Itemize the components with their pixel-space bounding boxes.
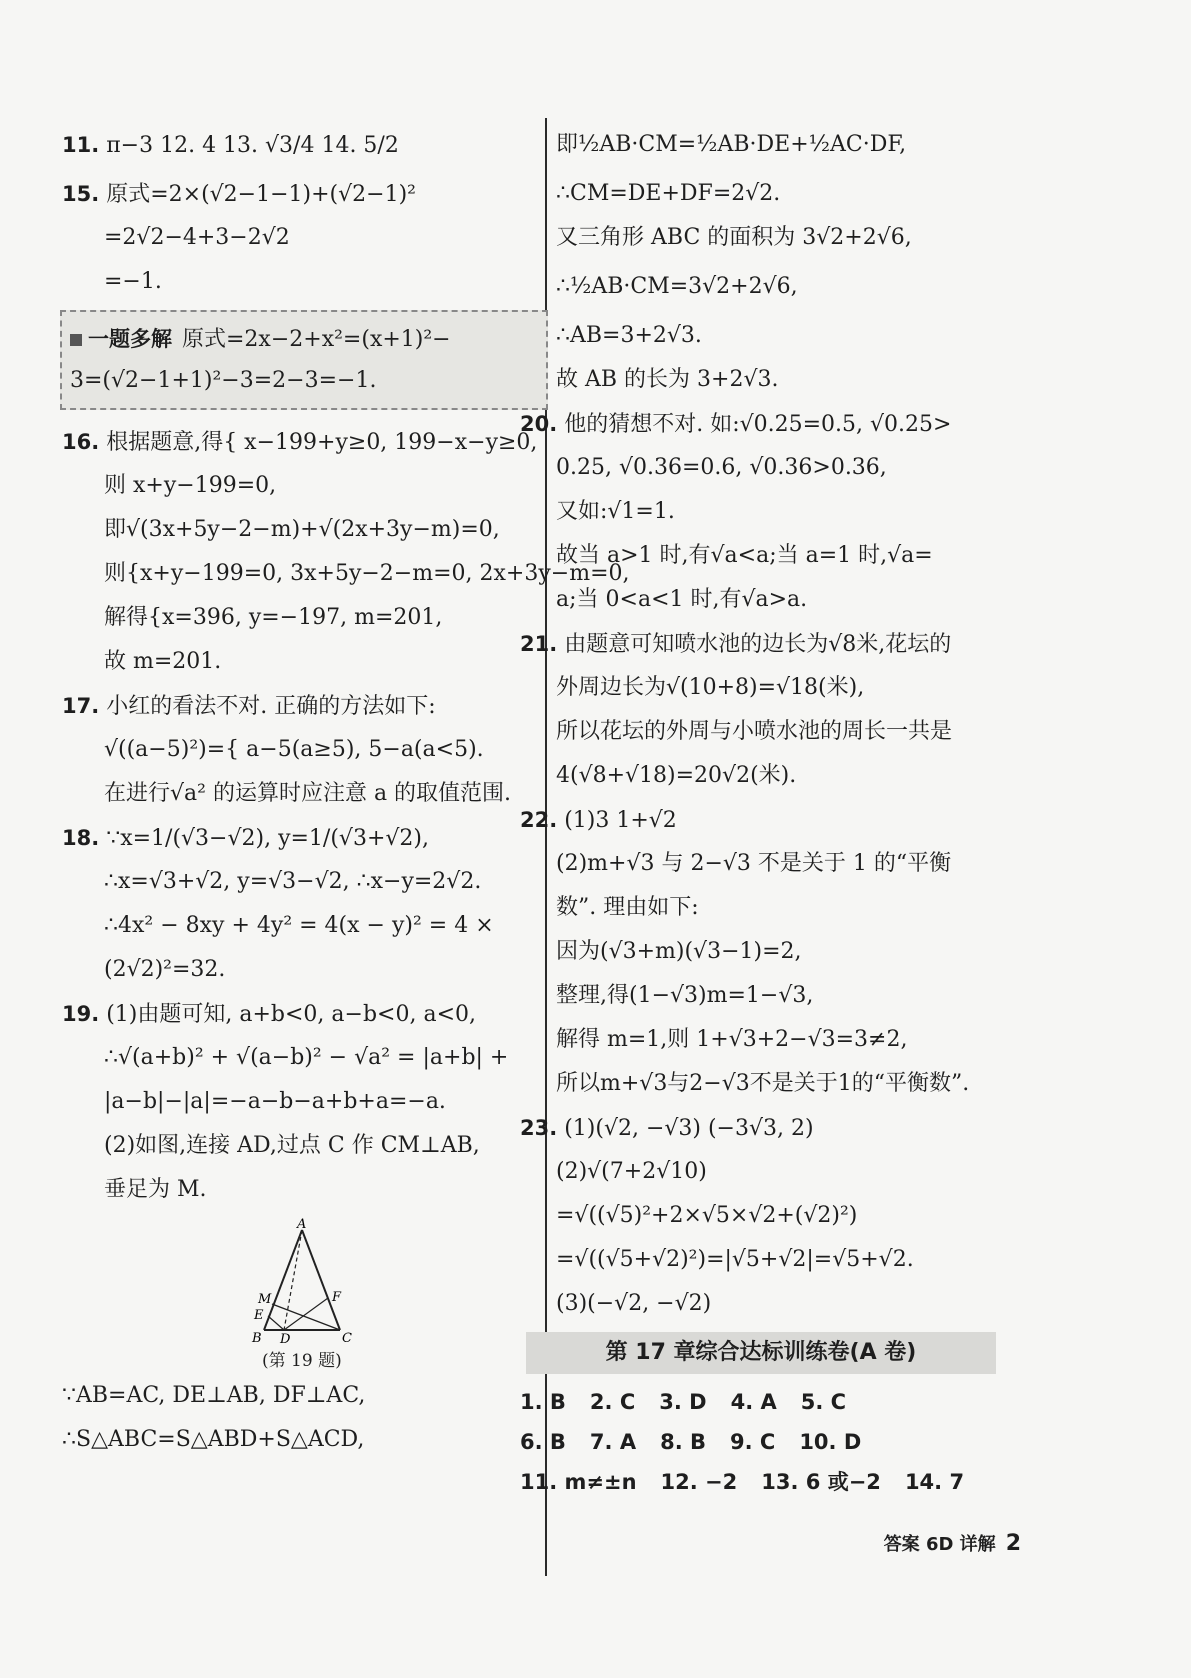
- answer-line: [62, 464, 540, 508]
- answer-line: [62, 772, 540, 816]
- answer-text: 外周边长为√(10+8)=√18(米),: [556, 675, 865, 700]
- answer-text: 则{x+y−199=0, 3x+5y−2−m=0, 2x+3y−m=0,: [104, 561, 630, 586]
- answer-line: [520, 798, 1031, 842]
- answer-item: 8. B: [660, 1430, 706, 1454]
- answer-text: a;当 0<a<1 时,有√a>a.: [556, 587, 808, 612]
- answer-item: 5. C: [800, 1390, 847, 1414]
- footer-label: 答案 6D 详解: [883, 1534, 996, 1555]
- answer-line: [556, 172, 1031, 216]
- tip-text: 3=(√2−1+1)²−3=2−3=−1.: [70, 368, 377, 393]
- answer-text: π−3 12. 4 13. √3/4 14. 5/2: [106, 133, 399, 158]
- side-ab: [264, 1230, 302, 1330]
- answer-text: 又如:√1=1.: [556, 499, 675, 524]
- answer-text: 他的猜想不对. 如:√0.25=0.5, √0.25>: [564, 412, 952, 437]
- answer-text: (1)由题可知, a+b<0, a−b<0, a<0,: [106, 1002, 476, 1027]
- answer-line: [62, 1080, 540, 1124]
- item-number: 22.: [520, 808, 558, 832]
- segment-de: [268, 1316, 284, 1330]
- page-number: 2: [1005, 1531, 1021, 1556]
- answer-text: ∵AB=AC, DE⊥AB, DF⊥AC,: [62, 1383, 366, 1408]
- answer-item: 11. m≠±n: [520, 1470, 637, 1494]
- answer-line: [556, 1150, 1031, 1194]
- label-f: F: [332, 1290, 342, 1305]
- section-banner: 第 17 章综合达标训练卷(A 卷): [526, 1332, 996, 1374]
- answer-text: 所以花坛的外周与小喷水池的周长一共是: [556, 719, 953, 744]
- answer-line: [556, 1194, 1031, 1238]
- answer-line: [556, 1282, 1031, 1326]
- square-bullet-icon: [70, 334, 82, 346]
- answer-line: [520, 622, 1031, 666]
- answer-row: [520, 1462, 1031, 1502]
- segment-cm: [272, 1304, 340, 1330]
- item-number: 18.: [62, 826, 100, 850]
- answer-item: 3. D: [659, 1390, 707, 1414]
- tip-text: 原式=2x−2+x²=(x+1)²−: [182, 327, 451, 352]
- answer-text: 0.25, √0.36=0.6, √0.36>0.36,: [556, 455, 887, 480]
- answer-line: [556, 1062, 1031, 1106]
- answer-text: 又三角形 ABC 的面积为 3√2+2√6,: [556, 225, 912, 250]
- label-b: B: [252, 1331, 262, 1346]
- answer-line: [556, 216, 1031, 260]
- segment-df: [284, 1298, 328, 1330]
- page-footer: [884, 1530, 1021, 1556]
- answer-line: [556, 578, 1031, 622]
- answer-line: [62, 1168, 540, 1212]
- answer-line: [62, 260, 540, 304]
- answer-text: 在进行√a² 的运算时应注意 a 的取值范围.: [104, 781, 512, 806]
- answer-line: [556, 446, 1031, 490]
- answer-line: [62, 684, 540, 728]
- side-ac: [302, 1230, 340, 1330]
- answer-item: 9. C: [730, 1430, 776, 1454]
- answer-text: (3)(−√2, −√2): [556, 1291, 712, 1316]
- answer-text: 根据题意,得{ x−199+y≥0, 199−x−y≥0,: [106, 430, 538, 455]
- answer-line: [62, 1418, 540, 1462]
- answer-text: ∴x=√3+√2, y=√3−√2, ∴x−y=2√2.: [104, 869, 482, 894]
- answer-item: 10. D: [799, 1430, 862, 1454]
- answer-line: [556, 314, 1031, 358]
- answer-line: [62, 552, 630, 596]
- answer-text: |a−b|−|a|=−a−b−a+b+a=−a.: [104, 1089, 446, 1114]
- answer-line: [62, 118, 540, 172]
- answer-line: [556, 260, 1031, 314]
- answer-line: [62, 1374, 540, 1418]
- answer-line: [556, 490, 1031, 534]
- answer-text: 解得{x=396, y=−197, m=201,: [104, 605, 443, 630]
- answer-text: ∴4x² − 8xy + 4y² = 4(x − y)² = 4 ×: [104, 913, 494, 938]
- answer-text: =2√2−4+3−2√2: [104, 225, 290, 250]
- figure-caption: (第 19 题): [262, 1351, 342, 1371]
- answer-text: 故当 a>1 时,有√a<a;当 a=1 时,√a=: [556, 543, 933, 568]
- answer-line: [556, 666, 1031, 710]
- tip-label: 一题多解: [88, 327, 172, 351]
- answer-text: 整理,得(1−√3)m=1−√3,: [556, 983, 814, 1008]
- answer-text: =√((√5)²+2×√5×√2+(√2)²): [556, 1203, 858, 1228]
- item-number: 11.: [62, 133, 100, 157]
- answer-text: 故 m=201.: [104, 649, 222, 674]
- alternate-solution-box: [60, 310, 548, 410]
- answer-item: 2. C: [589, 1390, 636, 1414]
- answer-text: ∴½AB·CM=3√2+2√6,: [556, 274, 798, 299]
- item-number: 16.: [62, 430, 100, 454]
- answer-line: [62, 728, 540, 772]
- answer-line: [556, 930, 1031, 974]
- answer-text: 所以m+√3与2−√3不是关于1的“平衡数”.: [556, 1071, 970, 1096]
- tip-line: [70, 318, 540, 360]
- label-a: A: [297, 1218, 307, 1232]
- answer-text: (1)(√2, −√3) (−3√3, 2): [564, 1116, 814, 1141]
- item-number: 20.: [520, 412, 558, 436]
- answer-text: (2)如图,连接 AD,过点 C 作 CM⊥AB,: [104, 1133, 480, 1158]
- answer-line: [62, 860, 540, 904]
- answer-row: [520, 1382, 1031, 1422]
- answer-line: [62, 596, 540, 640]
- answer-line: [62, 508, 540, 552]
- item-number: 23.: [520, 1116, 558, 1140]
- item-number: 15.: [62, 182, 100, 206]
- answer-text: 因为(√3+m)(√3−1)=2,: [556, 939, 802, 964]
- answer-text: 垂足为 M.: [104, 1177, 207, 1202]
- answer-line: [556, 754, 1031, 798]
- answer-line: [62, 420, 540, 464]
- answer-line: [556, 534, 1031, 578]
- answer-line: [520, 1106, 1031, 1150]
- triangle-figure: [62, 1218, 540, 1370]
- answer-text: =−1.: [104, 269, 162, 294]
- answer-line: [62, 1124, 540, 1168]
- answer-text: ∴S△ABC=S△ABD+S△ACD,: [62, 1427, 365, 1452]
- answer-text: (2)m+√3 与 2−√3 不是关于 1 的“平衡: [556, 851, 952, 876]
- answer-text: ∴CM=DE+DF=2√2.: [556, 181, 781, 206]
- answer-row: [520, 1422, 1031, 1462]
- answer-item: 12. −2: [660, 1470, 738, 1494]
- answer-text: 则 x+y−199=0,: [104, 473, 277, 498]
- answer-line: [556, 118, 1031, 172]
- answer-text: ∵x=1/(√3−√2), y=1/(√3+√2),: [106, 826, 429, 851]
- answer-text: 数”. 理由如下:: [556, 895, 699, 920]
- label-c: C: [342, 1331, 352, 1346]
- right-column: [520, 118, 1031, 1502]
- answer-text: 解得 m=1,则 1+√3+2−√3=3≠2,: [556, 1027, 908, 1052]
- answer-text: 即√(3x+5y−2−m)+√(2x+3y−m)=0,: [104, 517, 500, 542]
- answer-line: [556, 886, 1031, 930]
- answer-line: [556, 842, 1031, 886]
- answer-line: [556, 358, 1031, 402]
- answer-text: ∴√(a+b)² + √(a−b)² − √a² = |a+b| +: [104, 1045, 509, 1070]
- answer-text: √((a−5)²)={ a−5(a≥5), 5−a(a<5).: [104, 737, 484, 762]
- answer-line: [62, 948, 540, 992]
- answer-line: [62, 1036, 540, 1080]
- item-number: 17.: [62, 694, 100, 718]
- answer-item: 6. B: [520, 1430, 566, 1454]
- answer-line: [520, 402, 1031, 446]
- answer-line: [556, 1018, 1031, 1062]
- answer-text: ∴AB=3+2√3.: [556, 323, 702, 348]
- answer-item: 14. 7: [904, 1470, 965, 1494]
- answer-item: 7. A: [589, 1430, 637, 1454]
- answer-line: [62, 992, 540, 1036]
- answer-line: [62, 216, 540, 260]
- answer-grid: [520, 1382, 1031, 1502]
- label-e: E: [254, 1308, 264, 1323]
- answer-item: 4. A: [730, 1390, 777, 1414]
- answer-text: =√((√5+√2)²)=|√5+√2|=√5+√2.: [556, 1247, 914, 1272]
- answer-text: 由题意可知喷水池的边长为√8米,花坛的: [564, 632, 952, 657]
- triangle-diagram: [242, 1218, 362, 1346]
- tip-line: [70, 360, 540, 402]
- item-number: 19.: [62, 1002, 100, 1026]
- answer-line: [556, 1238, 1031, 1282]
- label-m: M: [258, 1292, 272, 1307]
- label-d: D: [280, 1332, 291, 1346]
- answer-line: [556, 710, 1031, 754]
- answer-item: 13. 6 或−2: [761, 1470, 881, 1494]
- answer-text: 4(√8+√18)=20√2(米).: [556, 763, 797, 788]
- answer-text: 原式=2×(√2−1−1)+(√2−1)²: [106, 182, 416, 207]
- answer-line: [62, 172, 540, 216]
- answer-line: [62, 640, 540, 684]
- answer-text: 小红的看法不对. 正确的方法如下:: [106, 694, 436, 719]
- answer-line: [62, 816, 540, 860]
- answer-text: (2)√(7+2√10): [556, 1159, 707, 1184]
- answer-line: [556, 974, 1031, 1018]
- item-number: 21.: [520, 632, 558, 656]
- answer-text: (1)3 1+√2: [564, 808, 677, 833]
- answer-text: 故 AB 的长为 3+2√3.: [556, 367, 779, 392]
- answer-item: 1. B: [520, 1390, 566, 1414]
- answer-line: [62, 904, 540, 948]
- answer-text: 即½AB·CM=½AB·DE+½AC·DF,: [556, 132, 907, 157]
- answer-text: (2√2)²=32.: [104, 957, 226, 982]
